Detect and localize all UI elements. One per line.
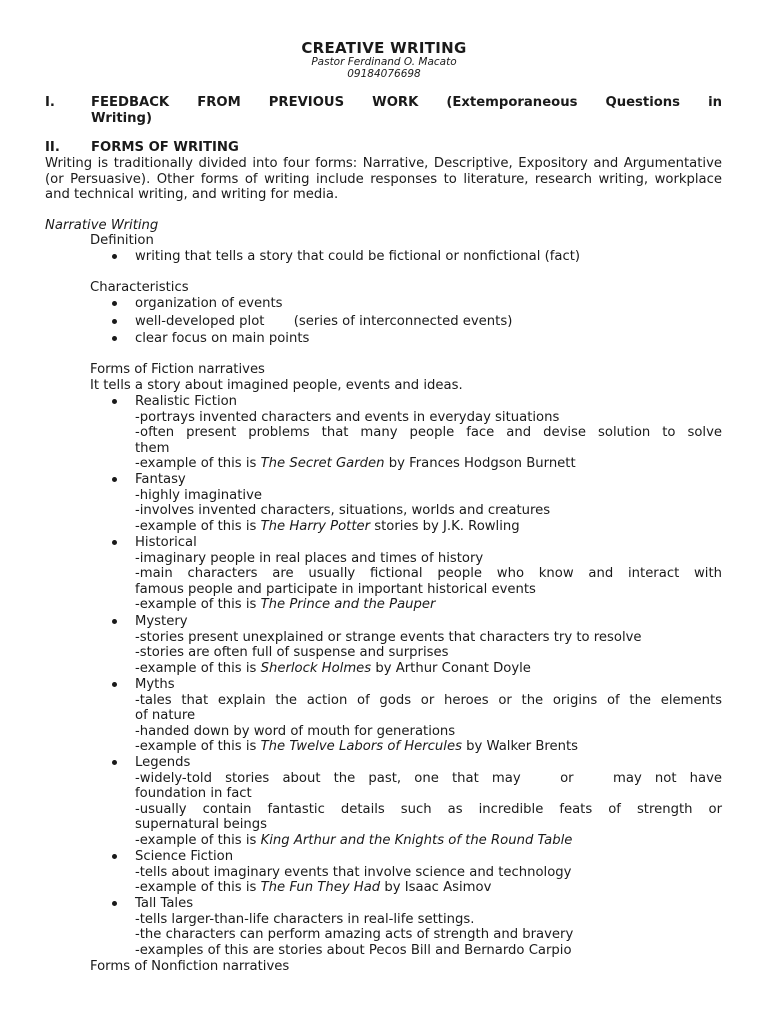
form-name: Realistic Fiction bbox=[135, 394, 238, 409]
characteristics-label: Characteristics bbox=[90, 280, 189, 295]
document-title: CREATIVE WRITING bbox=[301, 39, 467, 57]
form-name: Fantasy bbox=[135, 472, 186, 487]
intro-paragraph: Writing is traditionally divided into four forms: Narrative, Descriptive, Expository and Argumentative (or Persuasive). Other forms of writing include responses to literature, research writing, workplace and technical writing, and writing for media. bbox=[45, 156, 722, 203]
fiction-form-realistic bbox=[135, 394, 722, 472]
bullet-icon bbox=[111, 897, 119, 905]
form-line: -often present problems that many people face and devise solution to solve bbox=[135, 425, 722, 441]
bullet-icon bbox=[111, 678, 119, 686]
form-line: -usually contain fantastic details such as incredible feats of strength or bbox=[135, 801, 722, 817]
form-example: -example of this is The Prince and the Pauper bbox=[135, 597, 436, 613]
section-number: II. bbox=[45, 140, 60, 155]
characteristic-item: well-developed plot (series of interconnected events) bbox=[135, 314, 513, 329]
form-name: Tall Tales bbox=[135, 896, 194, 911]
form-line: -tells larger-than-life characters in real-life settings. bbox=[135, 911, 475, 927]
form-line: -widely-told stories about the past, one that may or may not have bbox=[135, 770, 722, 786]
bullet-icon bbox=[111, 332, 119, 340]
bullet-icon bbox=[111, 473, 119, 481]
bullet-icon bbox=[111, 756, 119, 764]
form-name: Legends bbox=[135, 755, 191, 770]
fiction-form-legends bbox=[135, 755, 722, 849]
bullet-icon bbox=[111, 850, 119, 858]
fiction-form-tall-tales bbox=[135, 896, 722, 958]
form-name: Mystery bbox=[135, 614, 188, 629]
form-line: -main characters are usually fictional people who know and interact with bbox=[135, 566, 722, 582]
definition-label: Definition bbox=[90, 233, 154, 248]
form-line: supernatural beings bbox=[135, 817, 267, 833]
form-line: of nature bbox=[135, 708, 196, 724]
form-line: famous people and participate in important historical events bbox=[135, 581, 536, 597]
form-example: -example of this is The Secret Garden by Frances Hodgson Burnett bbox=[135, 456, 576, 472]
fiction-form-myths bbox=[135, 677, 722, 755]
narrative-heading: Narrative Writing bbox=[45, 218, 159, 233]
bullet-icon bbox=[111, 250, 119, 258]
form-line: -stories are often full of suspense and surprises bbox=[135, 645, 449, 661]
form-example: -example of this is King Arthur and the Knights of the Round Table bbox=[135, 832, 573, 848]
bullet-icon bbox=[111, 315, 119, 323]
form-line: -tales that explain the action of gods or heroes or the origins of the elements bbox=[135, 692, 722, 708]
fiction-intro: It tells a story about imagined people, events and ideas. bbox=[90, 378, 463, 393]
bullet-icon bbox=[111, 395, 119, 403]
form-line: -highly imaginative bbox=[135, 487, 262, 503]
fiction-form-mystery bbox=[135, 614, 722, 676]
characteristic-item: clear focus on main points bbox=[135, 331, 310, 346]
definition-item: writing that tells a story that could be fictional or nonfictional (fact) bbox=[135, 249, 581, 264]
form-line: -examples of this are stories about Pecos Bill and Bernardo Carpio bbox=[135, 942, 572, 958]
characteristic-item: organization of events bbox=[135, 296, 283, 311]
fiction-form-fantasy bbox=[135, 472, 722, 534]
form-example: -example of this is The Twelve Labors of Hercules by Walker Brents bbox=[135, 739, 579, 755]
section-heading-feedback bbox=[45, 95, 722, 126]
section-title-line: Writing) bbox=[91, 110, 153, 126]
form-line: -handed down by word of mouth for generations bbox=[135, 723, 456, 739]
section-number: I. bbox=[45, 95, 55, 110]
author-phone: 09184076698 bbox=[347, 68, 421, 80]
form-example: -example of this is The Fun They Had by Isaac Asimov bbox=[135, 880, 492, 896]
form-line: -imaginary people in real places and times of history bbox=[135, 550, 484, 566]
form-name: Historical bbox=[135, 535, 197, 550]
bullet-icon bbox=[111, 615, 119, 623]
fiction-form-historical bbox=[135, 535, 722, 613]
form-line: -stories present unexplained or strange events that characters try to resolve bbox=[135, 629, 642, 645]
form-name: Science Fiction bbox=[135, 849, 234, 864]
form-line: foundation in fact bbox=[135, 786, 252, 802]
fiction-label: Forms of Fiction narratives bbox=[90, 362, 265, 377]
form-name: Myths bbox=[135, 677, 175, 692]
bullet-icon bbox=[111, 536, 119, 544]
section-title-line: FORMS OF WRITING bbox=[91, 140, 239, 155]
form-line: them bbox=[135, 440, 170, 456]
bullet-icon bbox=[111, 297, 119, 305]
section-heading-forms bbox=[45, 140, 722, 156]
form-example: -example of this is The Harry Potter stories by J.K. Rowling bbox=[135, 518, 520, 534]
form-line: -the characters can perform amazing acts of strength and bravery bbox=[135, 927, 574, 943]
form-line: -tells about imaginary events that involve science and technology bbox=[135, 864, 572, 880]
section-title-line: FEEDBACK FROM PREVIOUS WORK (Extemporaneous Questions in bbox=[91, 95, 722, 110]
form-line: -involves invented characters, situations, worlds and creatures bbox=[135, 503, 551, 519]
author-name: Pastor Ferdinand O. Macato bbox=[311, 56, 457, 68]
fiction-form-science-fiction bbox=[135, 849, 722, 896]
form-line: -portrays invented characters and events in everyday situations bbox=[135, 409, 560, 425]
nonfiction-label: Forms of Nonfiction narratives bbox=[90, 959, 290, 974]
form-example: -example of this is Sherlock Holmes by Arthur Conant Doyle bbox=[135, 660, 531, 676]
